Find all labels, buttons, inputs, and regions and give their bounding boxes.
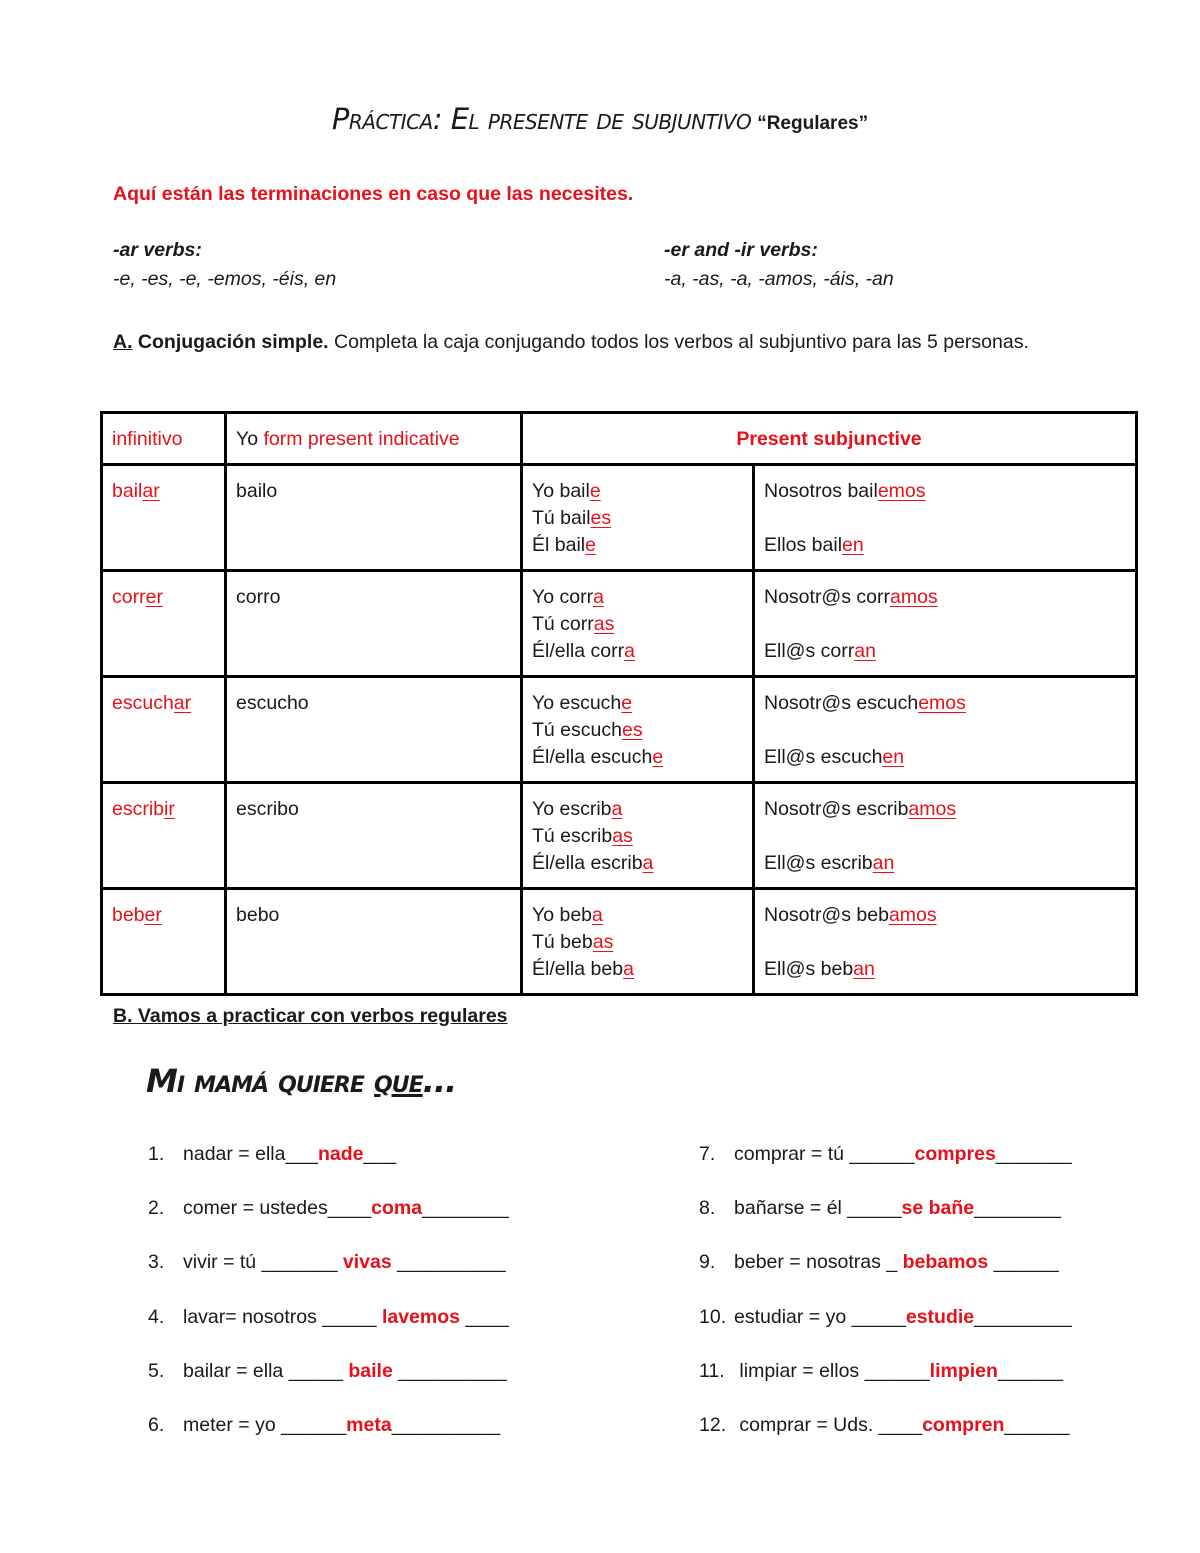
yo-form-cell: bailo: [226, 465, 522, 571]
conjugated-form: Él/ella beba: [532, 958, 634, 980]
conjugated-form: Ell@s beban: [764, 958, 875, 980]
header-infinitive: infinitivo: [102, 413, 226, 465]
header-present-subjunctive: Present subjunctive: [522, 413, 1137, 465]
conjugated-form: Ell@s corran: [764, 640, 876, 662]
table-header-row: [102, 413, 1137, 465]
exercise-prompt: limpiar = ellos: [734, 1359, 865, 1382]
exercise-item: [183, 1414, 500, 1437]
exercise-prompt: lavar= nosotros: [183, 1305, 323, 1328]
conjugated-form: Nosotr@s escribamos: [764, 798, 957, 820]
exercise-answer: estudie: [905, 1305, 975, 1328]
exercise-answer: nade: [318, 1143, 364, 1165]
answer-blank: _: [886, 1251, 903, 1274]
exercise-prompt: estudiar = yo: [734, 1305, 852, 1328]
conjugated-form: Él/ella corra: [532, 640, 635, 662]
ar-list: -e, -es, -e, -emos, -éis, en: [113, 268, 337, 290]
singular-forms-cell: [522, 465, 754, 571]
conjugated-form: Yo beba: [532, 904, 603, 926]
exercise-prompt: bailar = ella: [183, 1359, 289, 1382]
conjugation-table: [100, 411, 1138, 996]
answer-blank: _____: [851, 1305, 906, 1328]
answer-blank: ______: [849, 1143, 915, 1165]
conjugated-form: Nosotr@s corramos: [764, 586, 938, 608]
conjugated-form: Yo baile: [532, 480, 601, 502]
exercise-item: [734, 1414, 1070, 1437]
answer-blank: _______: [995, 1143, 1072, 1165]
conjugated-form: Tú corras: [532, 613, 615, 635]
conjugated-form: Él/ella escuche: [532, 746, 664, 768]
plural-forms-cell: [754, 783, 1137, 889]
conjugated-form: Nosotros bailemos: [764, 480, 926, 502]
infinitive-cell: escuchar: [102, 677, 226, 783]
infinitive-cell: beber: [102, 889, 226, 995]
answer-blank: _______: [261, 1251, 343, 1274]
page-title: [0, 102, 1200, 136]
conjugated-form: Yo escriba: [532, 798, 623, 820]
exercise-number: 2.: [148, 1197, 165, 1220]
answer-blank: _________: [974, 1305, 1072, 1328]
exercise-number: 4.: [148, 1305, 165, 1328]
answer-blank: _____: [288, 1359, 349, 1382]
yo-form-cell: escucho: [226, 677, 522, 783]
section-a-instructions: [113, 328, 1123, 356]
exercise-number: 6.: [148, 1414, 165, 1436]
er-ir-list: -a, -as, -a, -amos, -áis, -an: [664, 268, 894, 290]
exercise-number: 3.: [148, 1251, 165, 1274]
conjugated-form: Nosotr@s bebamos: [764, 904, 937, 926]
exercise-number: 11.: [699, 1359, 725, 1382]
conjugated-form: Ellos bailen: [764, 534, 864, 556]
conjugated-form: Yo escuche: [532, 692, 633, 714]
table-row: [102, 889, 1137, 995]
exercise-prompt: beber = nosotras: [734, 1251, 887, 1274]
exercise-prompt: nadar = ella: [183, 1143, 286, 1165]
conjugated-form: Nosotr@s escuchemos: [764, 692, 966, 714]
exercise-item: [734, 1251, 1059, 1274]
answer-blank: __________: [391, 1251, 506, 1274]
exercise-answer: coma: [371, 1197, 423, 1220]
exercise-prompt: comer = ustedes: [183, 1197, 328, 1220]
plural-forms-cell: [754, 571, 1137, 677]
answer-blank: ________: [422, 1197, 509, 1220]
exercise-number: 10.: [699, 1305, 727, 1328]
conjugated-form: Él baile: [532, 534, 596, 556]
singular-forms-cell: [522, 677, 754, 783]
exercise-item: [734, 1143, 1072, 1166]
section-b-heading: B. Vamos a practicar con verbos regulares: [113, 1005, 508, 1027]
table-row: [102, 571, 1137, 677]
ar-endings: [113, 236, 336, 294]
exercise-number: 1.: [148, 1143, 165, 1165]
singular-forms-cell: [522, 571, 754, 677]
plural-forms-cell: [754, 889, 1137, 995]
answer-blank: ______: [1004, 1414, 1070, 1436]
conjugated-form: Ell@s escriban: [764, 852, 895, 874]
exercise-prompt: meter = yo: [183, 1414, 282, 1436]
conjugated-form: Tú bailes: [532, 507, 612, 529]
answer-blank: ______: [988, 1251, 1059, 1274]
ar-heading: -ar verbs:: [113, 239, 202, 261]
er-ir-endings: [664, 236, 894, 294]
answer-blank: _____: [847, 1197, 902, 1220]
answer-blank: __________: [391, 1414, 501, 1436]
answer-blank: ____: [460, 1305, 509, 1328]
answer-blank: ________: [974, 1197, 1061, 1220]
exercise-item: [734, 1306, 1072, 1329]
conjugated-form: Tú bebas: [532, 931, 614, 953]
infinitive-cell: escribir: [102, 783, 226, 889]
exercise-item: [183, 1251, 506, 1274]
table-row: [102, 465, 1137, 571]
exercise-item: [734, 1197, 1061, 1220]
answer-blank: ______: [997, 1359, 1064, 1382]
exercise-answer: se bañe: [901, 1197, 975, 1220]
answer-blank: __________: [392, 1359, 507, 1382]
answer-blank: ____: [878, 1414, 923, 1436]
title-sub: “Regulares”: [757, 113, 869, 134]
exercise-answer: limpien: [929, 1359, 998, 1382]
exercise-prompt: comprar = tú: [734, 1143, 850, 1165]
exercise-item: [734, 1360, 1063, 1383]
answer-blank: _____: [322, 1305, 382, 1328]
exercise-answer: meta: [346, 1414, 392, 1436]
table-row: [102, 677, 1137, 783]
exercise-item: [183, 1143, 396, 1166]
answer-blank: ______: [281, 1414, 347, 1436]
yo-form-cell: bebo: [226, 889, 522, 995]
plural-forms-cell: [754, 465, 1137, 571]
conjugated-form: Yo corra: [532, 586, 604, 608]
intro-text: Aquí están las terminaciones en caso que las necesites.: [113, 183, 634, 205]
exercise-answer: compren: [922, 1414, 1005, 1436]
answer-blank: ___: [363, 1143, 397, 1165]
section-a-bold: Conjugación simple.: [132, 331, 329, 353]
exercise-prompt: comprar = Uds.: [734, 1414, 879, 1436]
exercise-answer: baile: [348, 1359, 393, 1382]
exercise-prompt: bañarse = él: [734, 1197, 848, 1220]
er-ir-heading: -er and -ir verbs:: [664, 239, 818, 261]
table-row: [102, 783, 1137, 889]
conjugated-form: Tú escuches: [532, 719, 643, 741]
exercise-number: 8.: [699, 1197, 716, 1220]
infinitive-cell: bailar: [102, 465, 226, 571]
answer-blank: ____: [327, 1197, 372, 1220]
infinitive-cell: correr: [102, 571, 226, 677]
section-a-label: A.: [113, 331, 133, 353]
plural-forms-cell: [754, 677, 1137, 783]
conjugated-form: Ell@s escuchen: [764, 746, 905, 768]
exercise-item: [183, 1360, 507, 1383]
exercise-answer: vivas: [342, 1251, 392, 1274]
conjugated-form: Tú escribas: [532, 825, 633, 847]
header-yo-form: Yo form present indicative: [226, 413, 522, 465]
yo-form-cell: corro: [226, 571, 522, 677]
exercise-prompt: vivir = tú: [183, 1251, 262, 1274]
conjugated-form: Él/ella escriba: [532, 852, 654, 874]
exercise-item: [183, 1197, 509, 1220]
exercise-answer: lavemos: [381, 1305, 460, 1328]
answer-blank: ______: [864, 1359, 930, 1382]
yo-form-cell: escribo: [226, 783, 522, 889]
singular-forms-cell: [522, 783, 754, 889]
exercise-answer: bebamos: [902, 1251, 989, 1274]
exercise-number: 7.: [699, 1143, 716, 1165]
exercise-answer: compres: [914, 1143, 996, 1165]
mama-heading: Mi mamá quiere que...: [146, 1062, 457, 1100]
exercise-number: 9.: [699, 1251, 716, 1274]
title-main: Práctica: El presente de subjuntivo: [331, 102, 752, 136]
singular-forms-cell: [522, 889, 754, 995]
exercise-number: 12.: [699, 1414, 727, 1436]
section-a-text: Completa la caja conjugando todos los verbos al subjuntivo para las 5 personas.: [328, 331, 1029, 353]
exercise-number: 5.: [148, 1359, 165, 1382]
answer-blank: ___: [285, 1143, 318, 1165]
exercise-item: [183, 1306, 509, 1329]
